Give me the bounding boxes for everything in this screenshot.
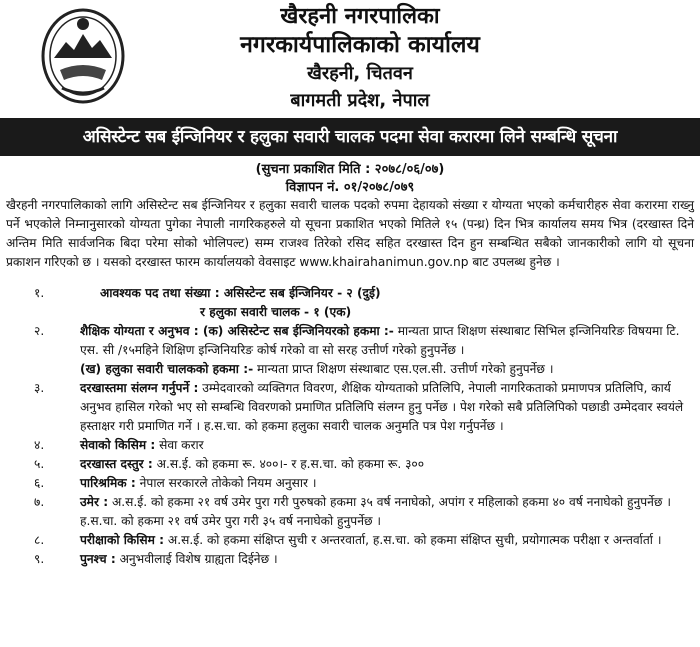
item-number: ९. bbox=[34, 552, 45, 566]
office-heading bbox=[150, 2, 570, 114]
item-text: असिस्टेन्ट सब ईन्जिनियर - २ (दुई) bbox=[219, 286, 381, 300]
list-item bbox=[0, 379, 700, 436]
item-number: ७. bbox=[34, 495, 45, 509]
list-item bbox=[0, 455, 700, 474]
location-line: खैरहनी, चितवन bbox=[307, 63, 413, 84]
item-text: अनुभवीलाई विशेष ग्राह्यता दिईनेछ । bbox=[115, 552, 278, 566]
item-label: सेवाको किसिम : bbox=[80, 438, 156, 452]
item-number: ६. bbox=[34, 476, 45, 490]
item-line2: र हलुका सवारी चालक - १ (एक) bbox=[200, 305, 352, 319]
item-label: पुनश्च : bbox=[80, 552, 116, 566]
item-label: शैक्षिक योग्यता र अनुभव : bbox=[80, 324, 199, 338]
list-item bbox=[0, 493, 700, 531]
item-number: ३. bbox=[34, 381, 45, 395]
item-label: दरखास्तमा संलग्न गर्नुपर्ने : bbox=[80, 381, 199, 395]
item-sub-label: (ख) हलुका सवारी चालकको हकमा :- bbox=[80, 362, 254, 376]
item-text: सेवा करार bbox=[155, 438, 204, 452]
item-number: ८. bbox=[34, 533, 45, 547]
intro-paragraph: खैरहनी नगरपालिकाको लागि असिस्टेन्ट सब ईन्जिनियर र हलुका सवारी चालक पदको रुपमा देहायको संख्या र योग्यता भएको कर्मचारीहरु सेवा करारमा राख्नु पर्ने भएकोले निम्नानुसारको योग्यता पुगेका नेपाली नागरिकहरुले यो सूचना प्रकाशित भएको मितिले १५ (पन्ध्र) दिन भित्र कार्यालय समय भित्र (दरखास्त दिने अन्तिम मिति सार्वजनिक बिदा परेमा सोको भोलिपल्ट) सम्म राजश्व तिरेको रसिद सहित दरखास्त दिन हुन सम्बन्धित सबैको जानकारीको लागि यो सूचना प्रकाशन गरिएको छ । यसको दरखास्त फारम कार्यालयको वेवसाइट www.khairahanimun.gov.np बाट उपलब्ध हुनेछ । bbox=[6, 198, 694, 269]
item-number: ४. bbox=[34, 438, 45, 452]
item-text: अ.स.ई. को हकमा २१ वर्ष उमेर पुरा गरी पुरुषको हकमा ३५ वर्ष ननाघेको, अपांग र महिलाको हकमा ४० वर्ष ननाघेको हुनुपर्नेछ । ह.स.चा. को हकमा २१ वर्ष उमेर पुरा गरी ३५ वर्ष ननाघेको हुनुपर्नेछ । bbox=[80, 495, 671, 528]
requirements-list bbox=[0, 284, 700, 569]
list-item bbox=[0, 550, 700, 569]
list-item bbox=[0, 531, 700, 550]
notice-header bbox=[0, 0, 700, 118]
office-name: नगरकार्यपालिकाको कार्यालय bbox=[240, 32, 480, 58]
item-text: उम्मेदवारको व्यक्तिगत विवरण, शैक्षिक योग्यताको प्रतिलिपि, नेपाली नागरिकताको प्रमाणपत्र प्रतिलिपि, कार्य अनुभव हासिल गरेको भए सो सम्बन्धि विवरणको प्रमाणित प्रतिलिपि संलग्न हुनु पर्नेछ । पेश गरेको सबै प्रतिलिपिको पछाडी उम्मेदवार स्वयंले हस्ताक्षर गरी प्रमाणित गर्ने । ह.स.चा. को हकमा हलुका सवारी चालक अनुमति पत्र पेश गर्नुपर्नेछ । bbox=[80, 381, 684, 433]
list-item bbox=[0, 474, 700, 493]
item-text: अ.स.ई. को हकमा संक्षिप्त सुची र अन्तरवार्ता, ह.स.चा. को हकमा संक्षिप्त सुची, प्रयोगात्मक परीक्षा र अन्तर्वार्ता । bbox=[164, 533, 662, 547]
item-text: मान्यता प्राप्त शिक्षण संस्थाबाट सिभिल इन्जिनियरिङ विषयमा टि. एस. सी /१५महिने शिक्षिण इन्जिनियरिङ कोर्ष गरेको वा सो सरह उत्तीर्ण गरेको हुनुपर्नेछ । bbox=[80, 324, 680, 357]
item-label: परीक्षाको किसिम : bbox=[80, 533, 165, 547]
item-label: दरखास्त दस्तुर : bbox=[80, 457, 153, 471]
publication-date: (सुचना प्रकाशित मिति : २०७८/०६/०७) bbox=[255, 162, 445, 177]
list-item bbox=[0, 284, 700, 322]
item-label: पारिश्रमिक : bbox=[80, 476, 136, 490]
item-label: उमेर : bbox=[80, 495, 109, 509]
item-sub-text: मान्यता प्राप्त शिक्षण संस्थाबाट एस.एल.सी. उत्तीर्ण गरेको हुनुपर्नेछ । bbox=[253, 362, 554, 376]
province-line: बागमती प्रदेश, नेपाल bbox=[290, 90, 430, 111]
list-item bbox=[0, 322, 700, 379]
item-number: २. bbox=[34, 324, 45, 338]
item-number: ५. bbox=[34, 457, 45, 471]
item-sublabel: (क) असिस्टेन्ट सब ईन्जिनियरको हकमा :- bbox=[198, 324, 394, 338]
notice-title-banner: असिस्टेन्ट सब ईन्जिनियर र हलुका सवारी चालक पदमा सेवा करारमा लिने सम्बन्धि सूचना bbox=[0, 118, 700, 156]
item-label: आवश्यक पद तथा संख्या : bbox=[100, 286, 220, 300]
item-text: अ.स.ई. को हकमा रू. ४००।- र ह.स.चा. को हकमा रू. ३०० bbox=[152, 457, 425, 471]
municipality-name: खैरहनी नगरपालिका bbox=[280, 4, 440, 29]
item-number: १. bbox=[34, 286, 45, 300]
advertisement-number: विज्ञापन नं. ०१/२०७८/०७९ bbox=[285, 180, 415, 195]
nepal-emblem-icon bbox=[40, 6, 126, 106]
list-item bbox=[0, 436, 700, 455]
item-text: नेपाल सरकारले तोकेको नियम अनुसार । bbox=[135, 476, 317, 490]
